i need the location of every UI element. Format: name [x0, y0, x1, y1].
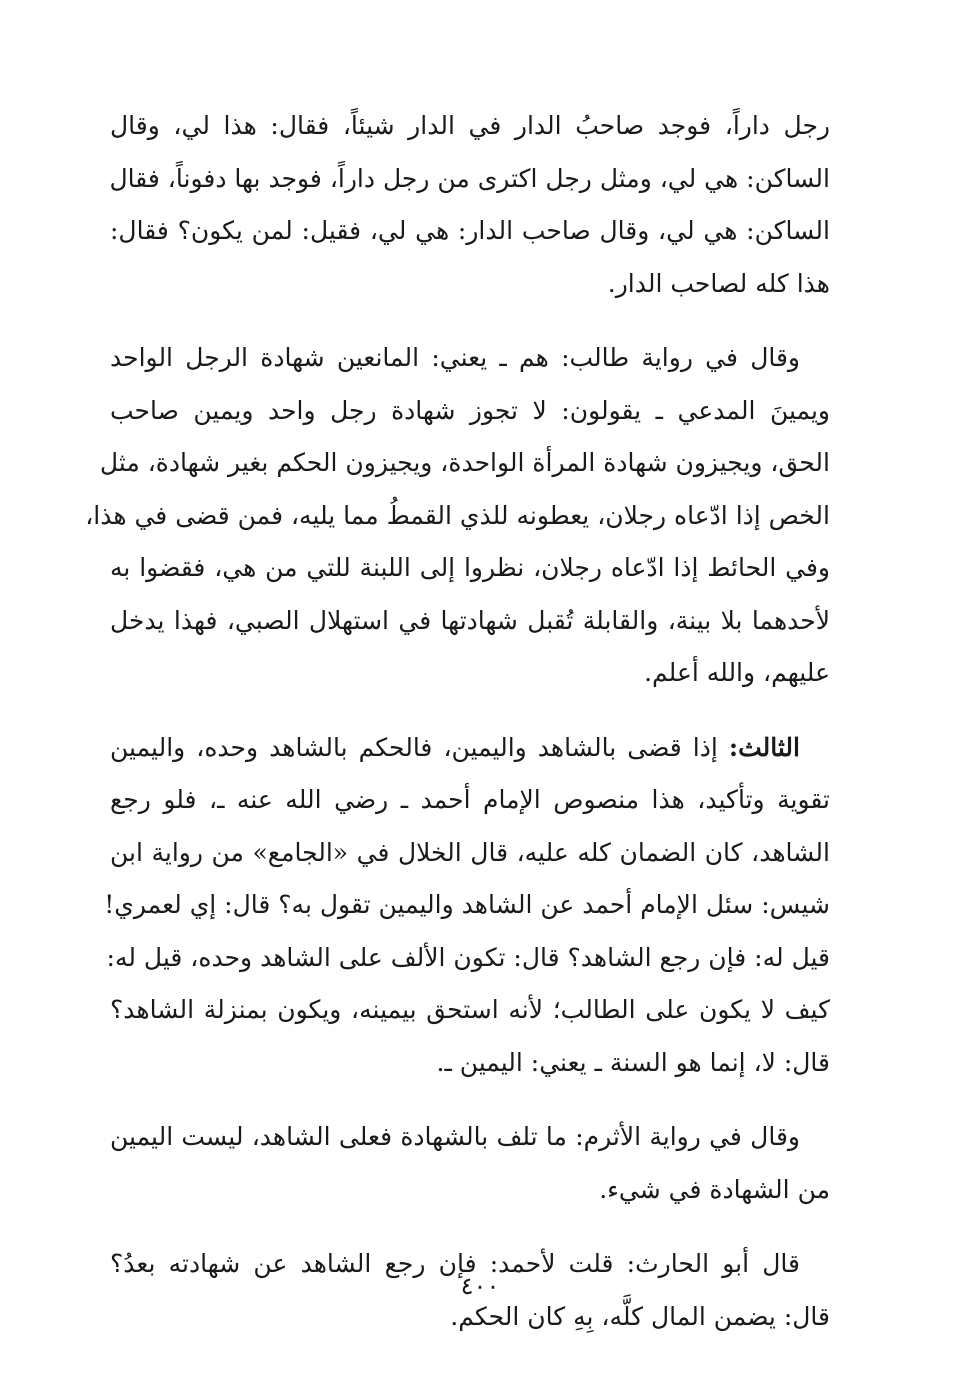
paragraph-2	[85, 332, 830, 700]
text-line: قال: يضمن المال كلَّه، بِهِ كان الحكم.	[450, 1301, 830, 1331]
text-line: كيف لا يكون على الطالب؛ لأنه استحق بيمينه، ويكون بمنزلة الشاهد؟	[110, 995, 830, 1024]
text-line: الشاهد، كان الضمان كله عليه، قال الخلال في «الجامع» من رواية ابن	[110, 837, 830, 867]
text-line: هذا كله لصاحب الدار.	[607, 268, 830, 298]
text-span: إذا قضى بالشاهد واليمين، فالحكم بالشاهد وحده، واليمين	[110, 732, 718, 762]
text-line	[110, 722, 830, 775]
text-line: الساكن: هي لي، ومثل رجل اكترى من رجل داراً، فوجد بها دفوناً، فقال	[109, 163, 830, 193]
text-line: وقال في رواية طالب: هم ـ يعني: المانعين شهادة الرجل الواحد	[110, 343, 800, 372]
text-line: تقوية وتأكيد، هذا منصوص الإمام أحمد ـ رضي الله عنه ـ، فلو رجع	[110, 785, 830, 814]
section-lead: الثالث:	[728, 732, 800, 762]
text-line: قيل له: فإن رجع الشاهد؟ قال: تكون الألف على الشاهد وحده، قيل له:	[106, 942, 830, 972]
paragraph-1	[110, 100, 830, 310]
text-line: الخص إذا ادّعاه رجلان، يعطونه للذي القمطُ مما يليه، فمن قضى في هذا،	[85, 500, 830, 530]
text-line: عليهم، والله أعلم.	[644, 658, 830, 687]
text-line: ويمينَ المدعي ـ يقولون: لا تجوز شهادة رجل واحد ويمين صاحب	[110, 395, 830, 425]
text-line: شيس: سئل الإمام أحمد عن الشاهد واليمين تقول به؟ قال: إي لعمري!	[104, 890, 830, 919]
text-line: قال: لا، إنما هو السنة ـ يعني: اليمين ـ.	[436, 1047, 830, 1077]
page-number: ٤٠٠	[460, 1272, 500, 1300]
text-line: رجل داراً، فوجد صاحبُ الدار في الدار شيئاً، فقال: هذا لي، وقال	[110, 111, 830, 140]
text-line: وفي الحائط إذا ادّعاه رجلان، نظروا إلى اللبنة للتي من هي، فقضوا به	[110, 553, 830, 582]
text-line: لأحدهما بلا بينة، والقابلة تُقبل شهادتها في استهلال الصبي، فهذا يدخل	[110, 605, 830, 635]
text-line: الحق، ويجيزون شهادة المرأة الواحدة، ويجيزون الحكم بغير شهادة، مثل	[99, 448, 830, 477]
text-line: وقال في رواية الأثرم: ما تلف بالشهادة فعلى الشاهد، ليست اليمين	[110, 1122, 800, 1151]
book-page	[85, 100, 830, 1365]
paragraph-4	[110, 1111, 830, 1216]
text-line: من الشهادة في شيء.	[599, 1174, 830, 1204]
text-line: الساكن: هي لي، وقال صاحب الدار: هي لي، فقيل: لمن يكون؟ فقال:	[110, 216, 830, 245]
paragraph-3	[104, 722, 830, 1090]
text-line: قال أبو الحارث: قلت لأحمد: فإن رجع الشاهد عن شهادته بعدُ؟	[110, 1249, 800, 1278]
